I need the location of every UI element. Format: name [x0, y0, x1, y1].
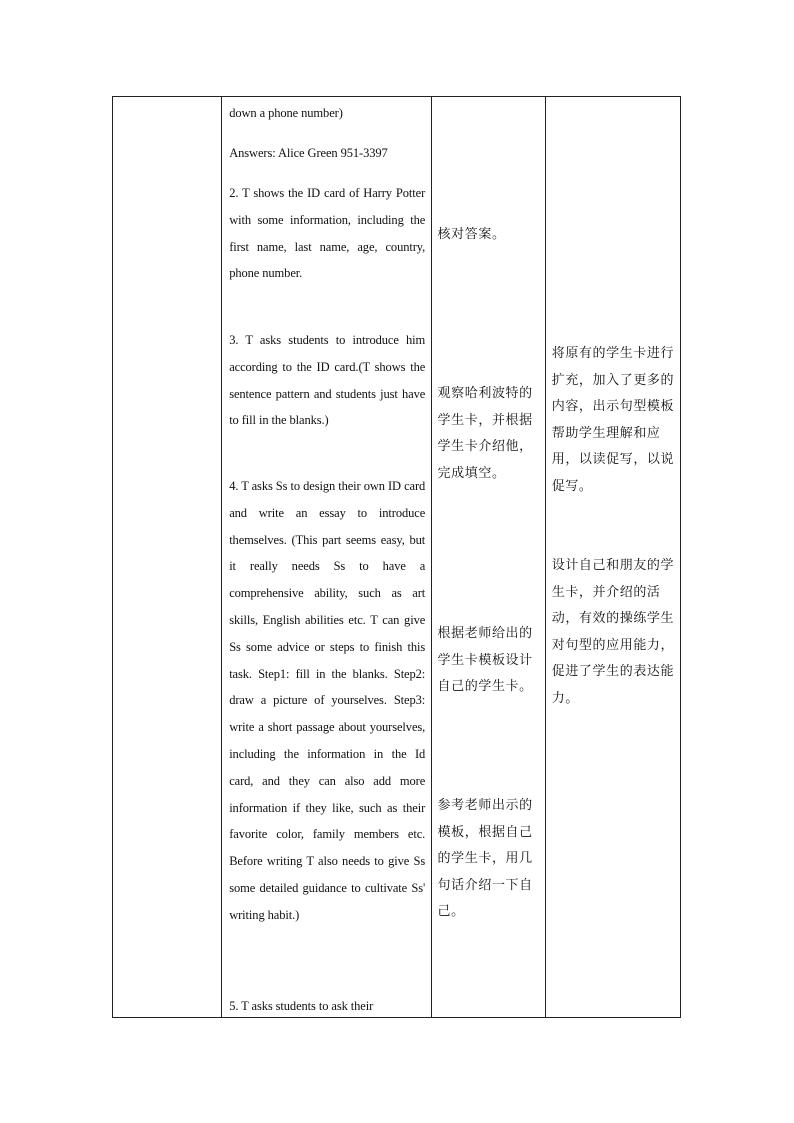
- activity-design-card: 根据老师给出的学生卡模板设计自己的学生卡。: [437, 626, 533, 694]
- table-row: [113, 97, 681, 1018]
- teacher-procedure-cell: [222, 97, 431, 1018]
- intent-expand-card: 将原有的学生卡进行扩充，加入了更多的内容，出示句型模板帮助学生理解和应用，以读促写，以说促写。: [551, 346, 675, 494]
- stage-cell-content: [113, 97, 221, 1017]
- lesson-plan-table: [112, 96, 681, 1018]
- intent-design-card: 设计自己和朋友的学生卡，并介绍的活动，有效的操练学生对句型的应用能力，促进了学生的表达能力。: [551, 558, 675, 706]
- activity-introduce-self: 参考老师出示的模板，根据自己的学生卡，用几句话介绍一下自己。: [437, 798, 533, 919]
- stage-cell: [113, 97, 222, 1018]
- activity-check-answers: 核对答案。: [437, 227, 506, 242]
- procedure-step-5: 5. T asks students to ask their: [229, 999, 374, 1013]
- procedure-step-3: 3. T asks students to introduce him according to the ID card.(T shows the sentence pattern and students just have to fill in the blanks.): [229, 333, 426, 428]
- procedure-step-2: 2. T shows the ID card of Harry Potter with some information, including the first name, last name, age, country, phone number.: [229, 186, 426, 281]
- procedure-phone-line: down a phone number): [229, 106, 343, 120]
- procedure-step-4: 4. T asks Ss to design their own ID card and write an essay to introduce themselves. (This part seems easy, but it really needs Ss to have a comprehensive ability, such as art skills, English abilities etc. T can give Ss some advice or steps to finish this task. Step1: fill in the blanks. Step2: draw a picture of yourselves. Step3: write a short passage about yourselves, including the information in the Id card, and they can also add more information if they like, such as their favorite color, family members etc. Before writing T also needs to give Ss some detailed guidance to cultivate Ss' writing habit.): [229, 479, 426, 922]
- student-activity-cell: [431, 97, 545, 1018]
- activity-observe-card: 观察哈利波特的学生卡，并根据学生卡介绍他，完成填空。: [437, 386, 533, 481]
- design-intent-cell: [545, 97, 680, 1018]
- procedure-answers: Answers: Alice Green 951-3397: [229, 146, 388, 160]
